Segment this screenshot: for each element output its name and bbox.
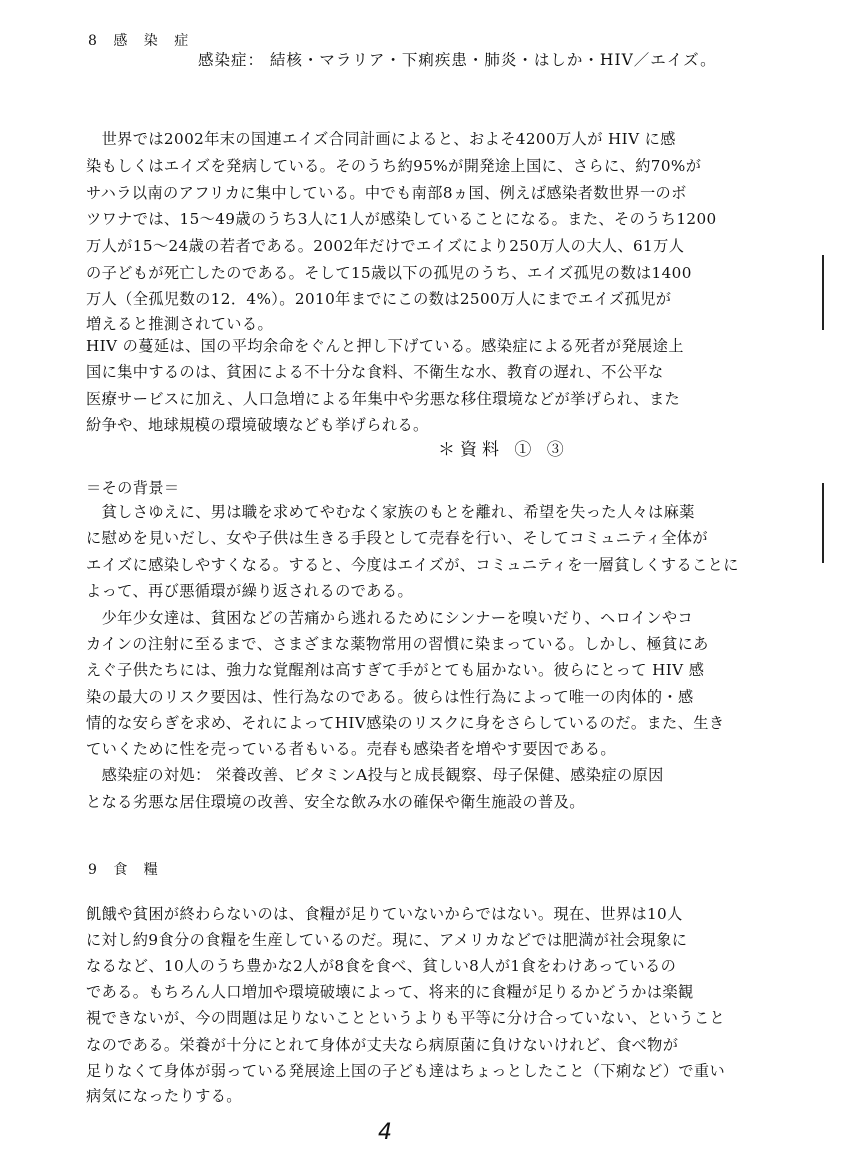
section-9-heading: 9 食 糧 [88, 862, 164, 878]
text-line: 飢餓や貧困が終わらないのは、食糧が足りていないからではない。現在、世界は10人 [86, 905, 683, 923]
text-line: 染の最大のリスク要因は、性行為なのである。彼らは性行為によって唯一の肉体的・感 [86, 688, 694, 706]
text-line: 医療サービスに加え、人口急増による年集中や劣悪な移住環境などが挙げられ、また [86, 390, 681, 408]
text-line: に慰めを見いだし、女や子供は生きる手段として売春を行い、そしてコミュニティ全体が [86, 529, 708, 547]
text-line: となる劣悪な居住環境の改善、安全な飲み水の確保や衛生施設の普及。 [86, 793, 585, 811]
text-line: 貧しさゆえに、男は職を求めてやむなく家族のもとを離れ、希望を失った人々は麻薬 [86, 503, 695, 521]
section-8-subheading: 感染症： 結核・マラリア・下痢疾患・肺炎・はしか・HIV／エイズ。 [198, 51, 717, 69]
text-line: 感染症の対処： 栄養改善、ビタミンA投与と成長観察、母子保健、感染症の原因 [86, 766, 664, 784]
text-line: なるなど、10人のうち豊かな2人が8食を食べ、貧しい8人が1食をわけあっているの [86, 957, 677, 975]
text-line: ツワナでは、15～49歳のうち3人に1人が感染していることになる。また、そのうち1200 [86, 210, 717, 228]
scan-artifact-line [822, 255, 824, 330]
page-number: 4 [378, 1120, 392, 1145]
text-line: 足りなくて身体が弱っている発展途上国の子ども達はちょっとしたこと（下痢など）で重い [86, 1062, 726, 1080]
text-line: HIV の蔓延は、国の平均余命をぐんと押し下げている。感染症による死者が発展途上 [86, 337, 684, 355]
text-line: 国に集中するのは、貧困による不十分な食料、不衛生な水、教育の遅れ、不公平な [86, 363, 664, 381]
text-line: 世界では2002年末の国連エイズ合同計画によると、およそ4200万人が HIV に感 [86, 130, 676, 148]
text-line: えぐ子供たちには、強力な覚醒剤は高すぎて手がとても届かない。彼らにとって HIV 感 [86, 661, 705, 679]
text-line: 情的な安らぎを求め、それによってHIV感染のリスクに身をさらしているのだ。また、生き [86, 714, 725, 732]
text-line: の子どもが死亡したのである。そして15歳以下の孤児のうち、エイズ孤児の数は1400 [86, 264, 692, 282]
text-line: 視できないが、今の問題は足りないことというよりも平等に分け合っていない、ということ [86, 1009, 726, 1027]
text-line: 病気になったりする。 [86, 1087, 242, 1105]
text-line: 染もしくはエイズを発病している。そのうち約95%が開発途上国に、さらに、約70%が [86, 157, 702, 175]
text-line: 少年少女達は、貧困などの苦痛から逃れるためにシンナーを嗅いだり、ヘロインやコ [86, 609, 694, 627]
text-line: サハラ以南のアフリカに集中している。中でも南部8ヵ国、例えば感染者数世界一のボ [86, 184, 687, 202]
text-line: カインの注射に至るまで、さまざまな薬物常用の習慣に染まっている。しかし、極貧にあ [86, 635, 709, 653]
section-8-heading: 8 感 染 症 [88, 33, 195, 49]
text-line: である。もちろん人口増加や環境破壊によって、将来的に食糧が足りるかどうかは楽観 [86, 983, 694, 1001]
text-line: エイズに感染しやすくなる。すると、今度はエイズが、コミュニティを一層貧しくすることに [86, 556, 739, 574]
text-line: に対し約9食分の食糧を生産しているのだ。現に、アメリカなどでは肥満が社会現象に [86, 931, 688, 949]
text-line: 増えると推測されている。 [86, 315, 274, 333]
text-line: なのである。栄養が十分にとれて身体が丈夫なら病原菌に負けないけれど、食べ物が [86, 1036, 679, 1054]
text-line: 万人（全孤児数の12．4%）。2010年までにこの数は2500万人にまでエイズ孤児が [86, 290, 672, 308]
background-heading: ＝その背景＝ [86, 479, 180, 497]
text-line: 万人が15～24歳の若者である。2002年だけでエイズにより250万人の大人、61万人 [86, 237, 685, 255]
text-line: 紛争や、地球規模の環境破壊なども挙げられる。 [86, 416, 429, 434]
reference-note: ＊資料 ① ③ [438, 440, 569, 460]
text-line: ていくために性を売っている者もいる。売春も感染者を増やす要因である。 [86, 740, 616, 758]
scan-artifact-line [822, 483, 824, 563]
text-line: よって、再び悪循環が繰り返されるのである。 [86, 582, 414, 600]
